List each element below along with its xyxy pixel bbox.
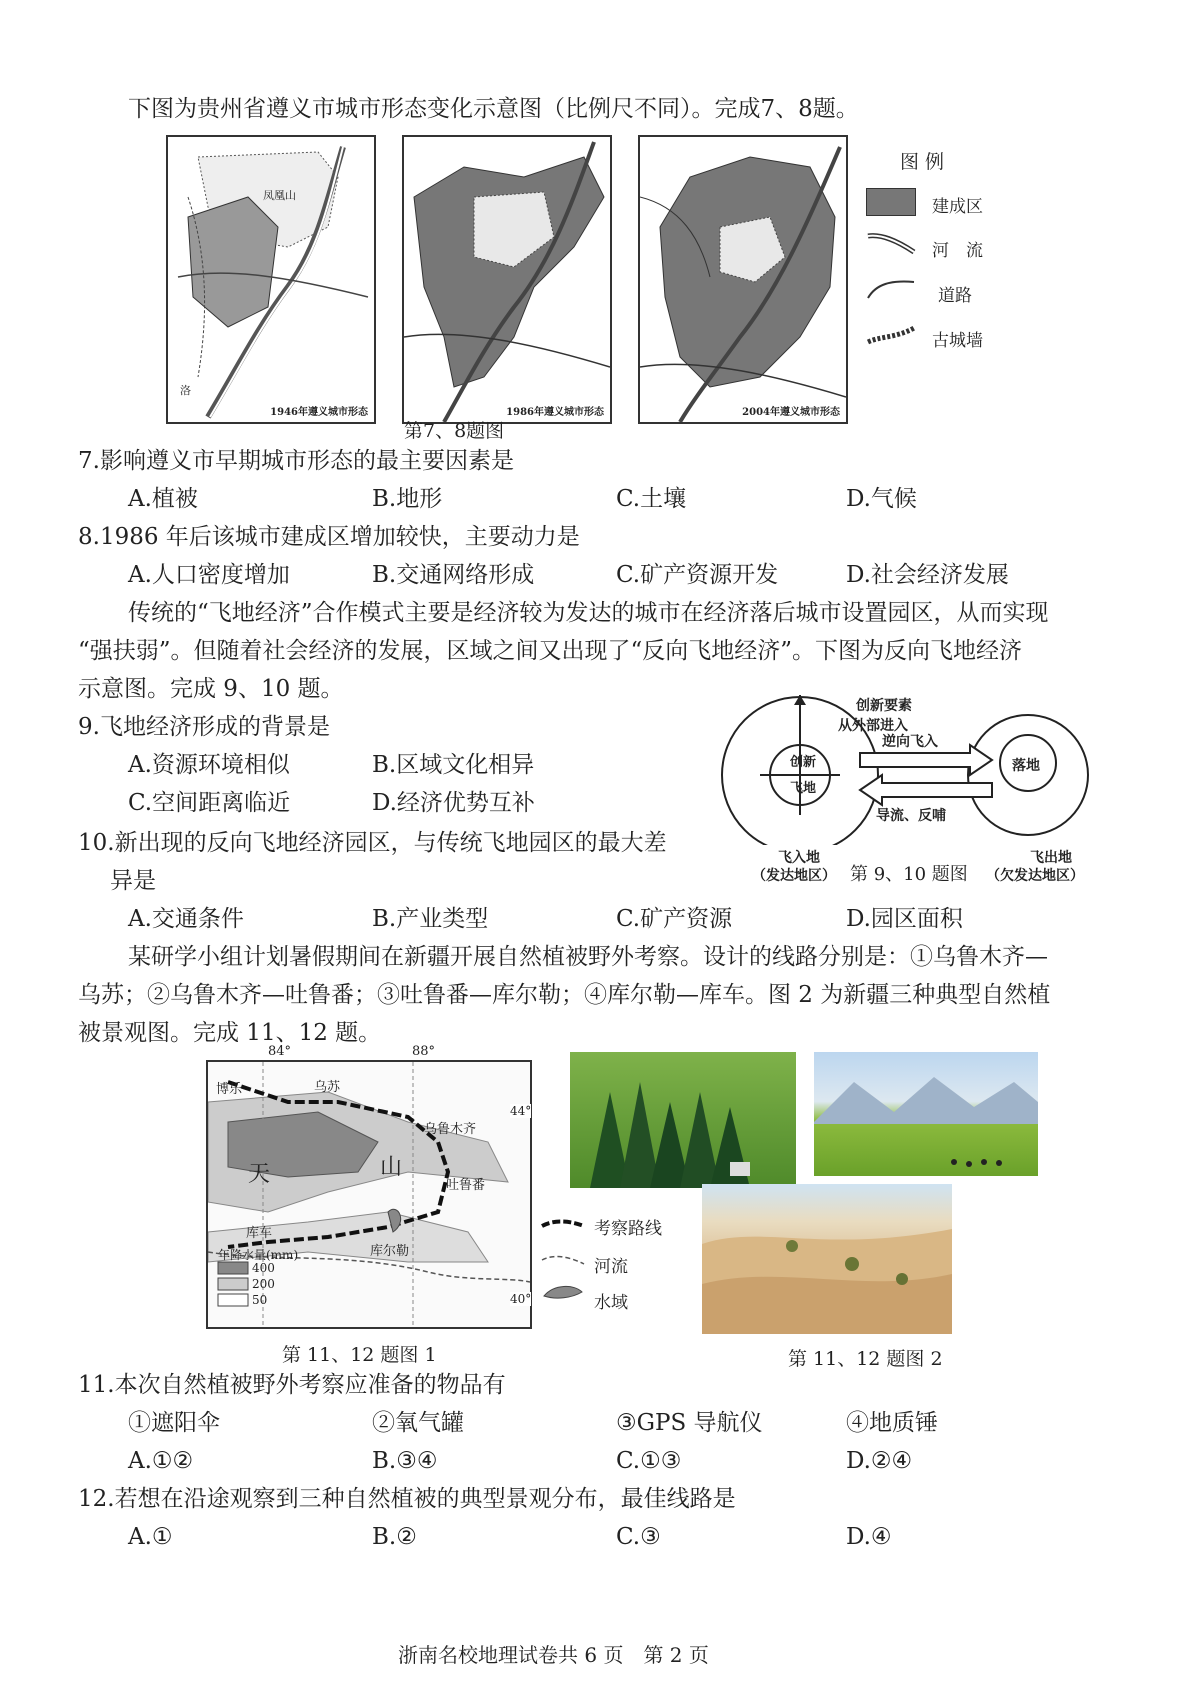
precip-50: 50	[252, 1293, 268, 1307]
q11-item-4: ④地质锤	[846, 1410, 938, 1436]
q7-option-c[interactable]: C.土壤	[616, 486, 687, 512]
legend-river-label: 河 流	[932, 241, 983, 261]
precip-200: 200	[252, 1277, 275, 1291]
diagram-caption: 第 9、10 题图	[850, 864, 968, 885]
precip-title: 年降水量(mm)	[218, 1248, 299, 1262]
diagram-right-sub: （欠发达地区）	[986, 868, 1084, 884]
diagram-right-name: 飞出地	[1030, 850, 1072, 866]
map-1946-drawing	[168, 137, 374, 422]
intro-7-8: 下图为贵州省遵义市城市形态变化示意图（比例尺不同）。完成7、8题。	[128, 96, 859, 122]
q9-stem: 9.飞地经济形成的背景是	[78, 714, 330, 740]
legend-water-label: 水域	[594, 1293, 628, 1313]
q11-item-1: ①遮阳伞	[128, 1410, 220, 1436]
q7-stem: 7.影响遵义市早期城市形态的最主要因素是	[78, 448, 514, 474]
map-1986	[402, 135, 612, 424]
q10-option-d[interactable]: D.园区面积	[846, 906, 963, 932]
bole-label: 博乐	[216, 1082, 243, 1097]
q10-stem-line1: 10.新出现的反向飞地经济园区，与传统飞地园区的最大差	[78, 830, 667, 856]
intro-11-12-line1: 某研学小组计划暑假期间在新疆开展自然植被野外考察。设计的线路分别是：①乌鲁木齐—	[128, 944, 1048, 970]
q10-stem-line2: 异是	[110, 868, 156, 894]
legend-road-symbol	[866, 276, 916, 302]
q8-option-a[interactable]: A.人口密度增加	[128, 562, 290, 588]
intro-11-12-line2: 乌苏；②乌鲁木齐—吐鲁番；③吐鲁番—库尔勒；④库尔勒—库车。图 2 为新疆三种典型自然植	[78, 982, 1051, 1008]
q11-option-c[interactable]: C.①③	[616, 1448, 682, 1474]
wusu-label: 乌苏	[314, 1080, 341, 1095]
q7-option-b[interactable]: B.地形	[372, 486, 443, 512]
q12-option-a[interactable]: A.①	[128, 1524, 173, 1550]
legend-built-swatch	[866, 188, 916, 216]
fenghuangshan-label: 凤凰山	[263, 189, 296, 202]
q12-stem: 12.若想在沿途观察到三种自然植被的典型景观分布，最佳线路是	[78, 1486, 736, 1512]
xinjiang-legend-symbols	[538, 1212, 588, 1312]
q9-option-d[interactable]: D.经济优势互补	[372, 790, 535, 816]
tian-label: 天	[248, 1162, 271, 1187]
legend-river-symbol	[866, 230, 916, 256]
diagram-inner-right: 落地	[1012, 758, 1040, 774]
fig-caption-11-12-2: 第 11、12 题图 2	[788, 1348, 943, 1370]
intro-9-10-line1: 传统的“飞地经济”合作模式主要是经济较为发达的城市在经济落后城市设置园区，从而实现	[128, 600, 1049, 626]
shan-label: 山	[380, 1155, 403, 1180]
map1-caption: 1946年遵义城市形态	[270, 407, 368, 418]
q10-option-b[interactable]: B.产业类型	[372, 906, 489, 932]
map-2004-drawing	[640, 137, 846, 422]
q9-option-a[interactable]: A.资源环境相似	[128, 752, 290, 778]
map-1946	[166, 135, 376, 424]
xinjiang-map	[200, 1044, 536, 1330]
legend-river2-label: 河流	[594, 1257, 628, 1277]
fig-caption-11-12-1: 第 11、12 题图 1	[282, 1344, 437, 1366]
grassland-photo	[814, 1052, 1038, 1176]
lat-40: 40°	[510, 1292, 532, 1306]
q8-option-d[interactable]: D.社会经济发展	[846, 562, 1009, 588]
q8-stem: 8.1986 年后该城市建成区增加较快，主要动力是	[78, 524, 580, 550]
turpan-label: 吐鲁番	[446, 1178, 486, 1193]
grassland-photo-drawing	[814, 1052, 1038, 1176]
korla-label: 库尔勒	[370, 1244, 410, 1259]
q8-option-c[interactable]: C.矿产资源开发	[616, 562, 779, 588]
q10-option-c[interactable]: C.矿产资源	[616, 906, 733, 932]
lon-88: 88°	[412, 1044, 436, 1059]
desert-photo	[702, 1184, 952, 1334]
lon-84: 84°	[268, 1044, 292, 1059]
legend-route-label: 考察路线	[594, 1219, 662, 1239]
xinjiang-map-frame	[206, 1060, 532, 1329]
diagram-left-name: 飞入地	[778, 850, 820, 866]
map2-caption: 1986年遵义城市形态	[506, 407, 604, 418]
q12-option-c[interactable]: C.③	[616, 1524, 661, 1550]
diagram-top-label1: 创新要素	[856, 698, 912, 714]
map1-corner-label: 洛	[180, 384, 191, 397]
q9-option-c[interactable]: C.空间距离临近	[128, 790, 291, 816]
page-footer: 浙南名校地理试卷共 6 页 第 2 页	[398, 1643, 709, 1667]
intro-9-10-line2: “强扶弱”。但随着社会经济的发展，区域之间又出现了“反向飞地经济”。下图为反向飞地经济	[78, 638, 1023, 664]
diagram-top-label2: 从外部进入	[838, 718, 908, 734]
diagram-left-sub: （发达地区）	[752, 868, 836, 884]
legend-title: 图 例	[900, 151, 945, 173]
map3-caption: 2004年遵义城市形态	[742, 407, 840, 418]
q10-option-a[interactable]: A.交通条件	[128, 906, 244, 932]
forest-photo-drawing	[570, 1052, 796, 1188]
q11-option-a[interactable]: A.①②	[128, 1448, 194, 1474]
q7-option-a[interactable]: A.植被	[128, 486, 198, 512]
q7-option-d[interactable]: D.气候	[846, 486, 917, 512]
forest-photo	[570, 1052, 796, 1188]
q11-option-d[interactable]: D.②④	[846, 1448, 913, 1474]
q8-option-b[interactable]: B.交通网络形成	[372, 562, 535, 588]
q12-option-d[interactable]: D.④	[846, 1524, 892, 1550]
legend-built-label: 建成区	[932, 197, 983, 217]
diagram-inner-left2: 飞地	[790, 781, 817, 796]
q12-option-b[interactable]: B.②	[372, 1524, 417, 1550]
lat-44: 44°	[510, 1104, 532, 1118]
q11-item-2: ②氧气罐	[372, 1410, 464, 1436]
urumqi-label: 乌鲁木齐	[424, 1122, 477, 1137]
q11-item-3: ③GPS 导航仪	[616, 1410, 763, 1436]
q9-option-b[interactable]: B.区域文化相异	[372, 752, 535, 778]
q11-stem: 11.本次自然植被野外考察应准备的物品有	[78, 1372, 506, 1398]
legend-road-label: 道路	[938, 286, 972, 306]
q11-option-b[interactable]: B.③④	[372, 1448, 438, 1474]
desert-photo-drawing	[702, 1184, 952, 1334]
diagram-arrow-top-label: 逆向飞入	[882, 734, 938, 750]
diagram-arrow-bottom-label: 导流、反哺	[876, 808, 946, 824]
intro-11-12-line3: 被景观图。完成 11、12 题。	[78, 1020, 382, 1046]
legend-wall-symbol	[866, 322, 916, 348]
kuqa-label: 库车	[246, 1226, 273, 1241]
precip-400: 400	[252, 1261, 275, 1275]
map-1986-drawing	[404, 137, 610, 422]
fig-caption-7-8: 第7、8题图	[404, 420, 505, 442]
legend-wall-label: 古城墙	[932, 331, 983, 351]
map-2004	[638, 135, 848, 424]
intro-9-10-line3: 示意图。完成 9、10 题。	[78, 676, 344, 702]
reverse-enclave-diagram	[710, 695, 1100, 885]
diagram-inner-left1: 创新	[790, 755, 817, 770]
